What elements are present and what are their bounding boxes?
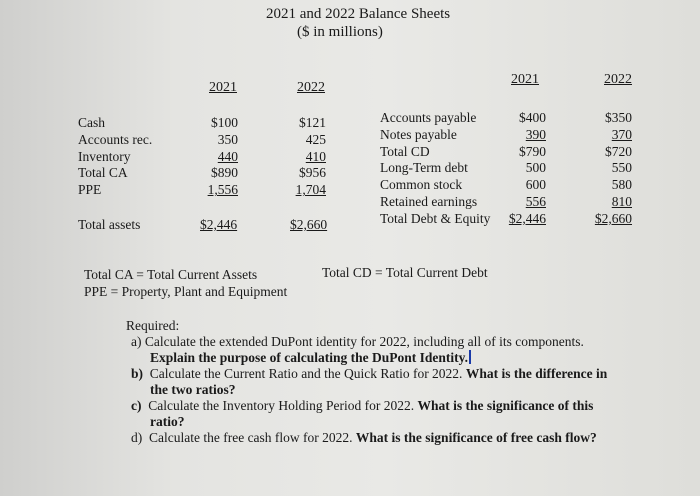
cash-2022: $121 — [299, 115, 326, 130]
question-d-label: d) — [131, 430, 143, 445]
total-ca-2021: $890 — [211, 165, 238, 181]
long-term-debt-2022: 550 — [611, 160, 632, 176]
ppe-2021: 1,556 — [207, 182, 238, 198]
note-ppe: PPE = Property, Plant and Equipment — [84, 284, 288, 299]
page-title: 2021 and 2022 Balance Sheets — [266, 6, 451, 22]
question-c-bold-1: What is the significance of this — [417, 398, 594, 413]
page-subtitle: ($ in millions) — [297, 24, 383, 40]
label-total-cd: Total CD — [380, 143, 430, 159]
question-b — [131, 366, 607, 399]
total-ca-2022: $956 — [299, 165, 326, 181]
question-b-label: b) — [131, 366, 144, 381]
liab-col-2022 — [582, 110, 632, 228]
label-retained-earnings: Retained earnings — [380, 193, 478, 209]
label-long-term-debt: Long-Term debt — [380, 160, 468, 176]
label-total-ca: Total CA — [78, 165, 128, 181]
common-stock-2022: 580 — [611, 177, 632, 193]
question-c-label: c) — [131, 398, 142, 413]
question-d-text: Calculate the free cash flow for 2022. — [149, 430, 353, 445]
label-cash: Cash — [78, 115, 105, 130]
retained-earnings-2022: 810 — [611, 193, 632, 209]
required-heading: Required: — [126, 318, 180, 333]
text-cursor — [469, 350, 471, 364]
question-b-bold-1: What is the difference in — [465, 366, 608, 381]
question-b-bold-2: the two ratios? — [150, 382, 236, 398]
accounts-rec-2022: 425 — [305, 131, 326, 147]
question-c — [131, 398, 593, 431]
liab-labels — [380, 110, 490, 228]
label-common-stock: Common stock — [380, 177, 463, 193]
retained-earnings-2021: 556 — [525, 193, 546, 209]
question-a-bold: Explain the purpose of calculating the DuPont Identity. — [150, 350, 469, 366]
label-accounts-payable: Accounts payable — [380, 110, 477, 125]
question-d-bold: What is the significance of free cash flow? — [355, 430, 597, 445]
question-a-text: a) Calculate the extended DuPont identity for 2022, including all of its components. — [131, 334, 584, 349]
question-c-bold-2: ratio? — [150, 414, 185, 430]
liab-col-2021 — [496, 110, 546, 228]
total-cd-2022: $720 — [605, 143, 632, 159]
label-inventory: Inventory — [78, 148, 131, 164]
common-stock-2021: 600 — [525, 177, 546, 193]
question-d — [131, 430, 597, 446]
label-total-debt-equity: Total Debt & Equity — [380, 210, 491, 226]
total-debt-equity-2021: $2,446 — [508, 210, 546, 226]
label-ppe: PPE — [78, 182, 102, 198]
label-accounts-rec: Accounts rec. — [78, 131, 153, 147]
total-debt-equity-2022: $2,660 — [594, 210, 632, 226]
assets-col-2021 — [190, 115, 238, 199]
accounts-rec-2021: 350 — [217, 131, 238, 147]
long-term-debt-2021: 500 — [525, 160, 546, 176]
question-b-text: Calculate the Current Ratio and the Quick Ratio for 2022. — [149, 366, 463, 381]
accounts-payable-2021: $400 — [519, 110, 546, 125]
question-c-text: Calculate the Inventory Holding Period for 2022. — [148, 398, 415, 413]
assets-labels — [78, 115, 152, 199]
cash-2021: $100 — [211, 115, 238, 130]
notes-payable-2021: 390 — [525, 126, 546, 142]
assets-header-2022: 2022 — [297, 80, 325, 95]
total-assets-2022: $2,660 — [290, 217, 328, 232]
inventory-2021: 440 — [217, 148, 238, 164]
liab-header-2021: 2021 — [511, 72, 539, 87]
inventory-2022: 410 — [305, 148, 326, 164]
total-cd-2021: $790 — [519, 143, 546, 159]
accounts-payable-2022: $350 — [605, 110, 632, 125]
label-total-assets: Total assets — [78, 217, 141, 232]
note-total-cd: Total CD = Total Current Debt — [322, 265, 488, 280]
ppe-2022: 1,704 — [295, 182, 326, 198]
label-notes-payable: Notes payable — [380, 126, 457, 142]
assets-col-2022 — [278, 115, 326, 199]
liab-header-2022: 2022 — [604, 72, 632, 87]
question-a — [131, 334, 584, 367]
notes-payable-2022: 370 — [611, 126, 632, 142]
note-total-ca: Total CA = Total Current Assets — [84, 267, 258, 282]
assets-header-2021: 2021 — [209, 80, 237, 95]
total-assets-2021: $2,446 — [200, 217, 238, 232]
